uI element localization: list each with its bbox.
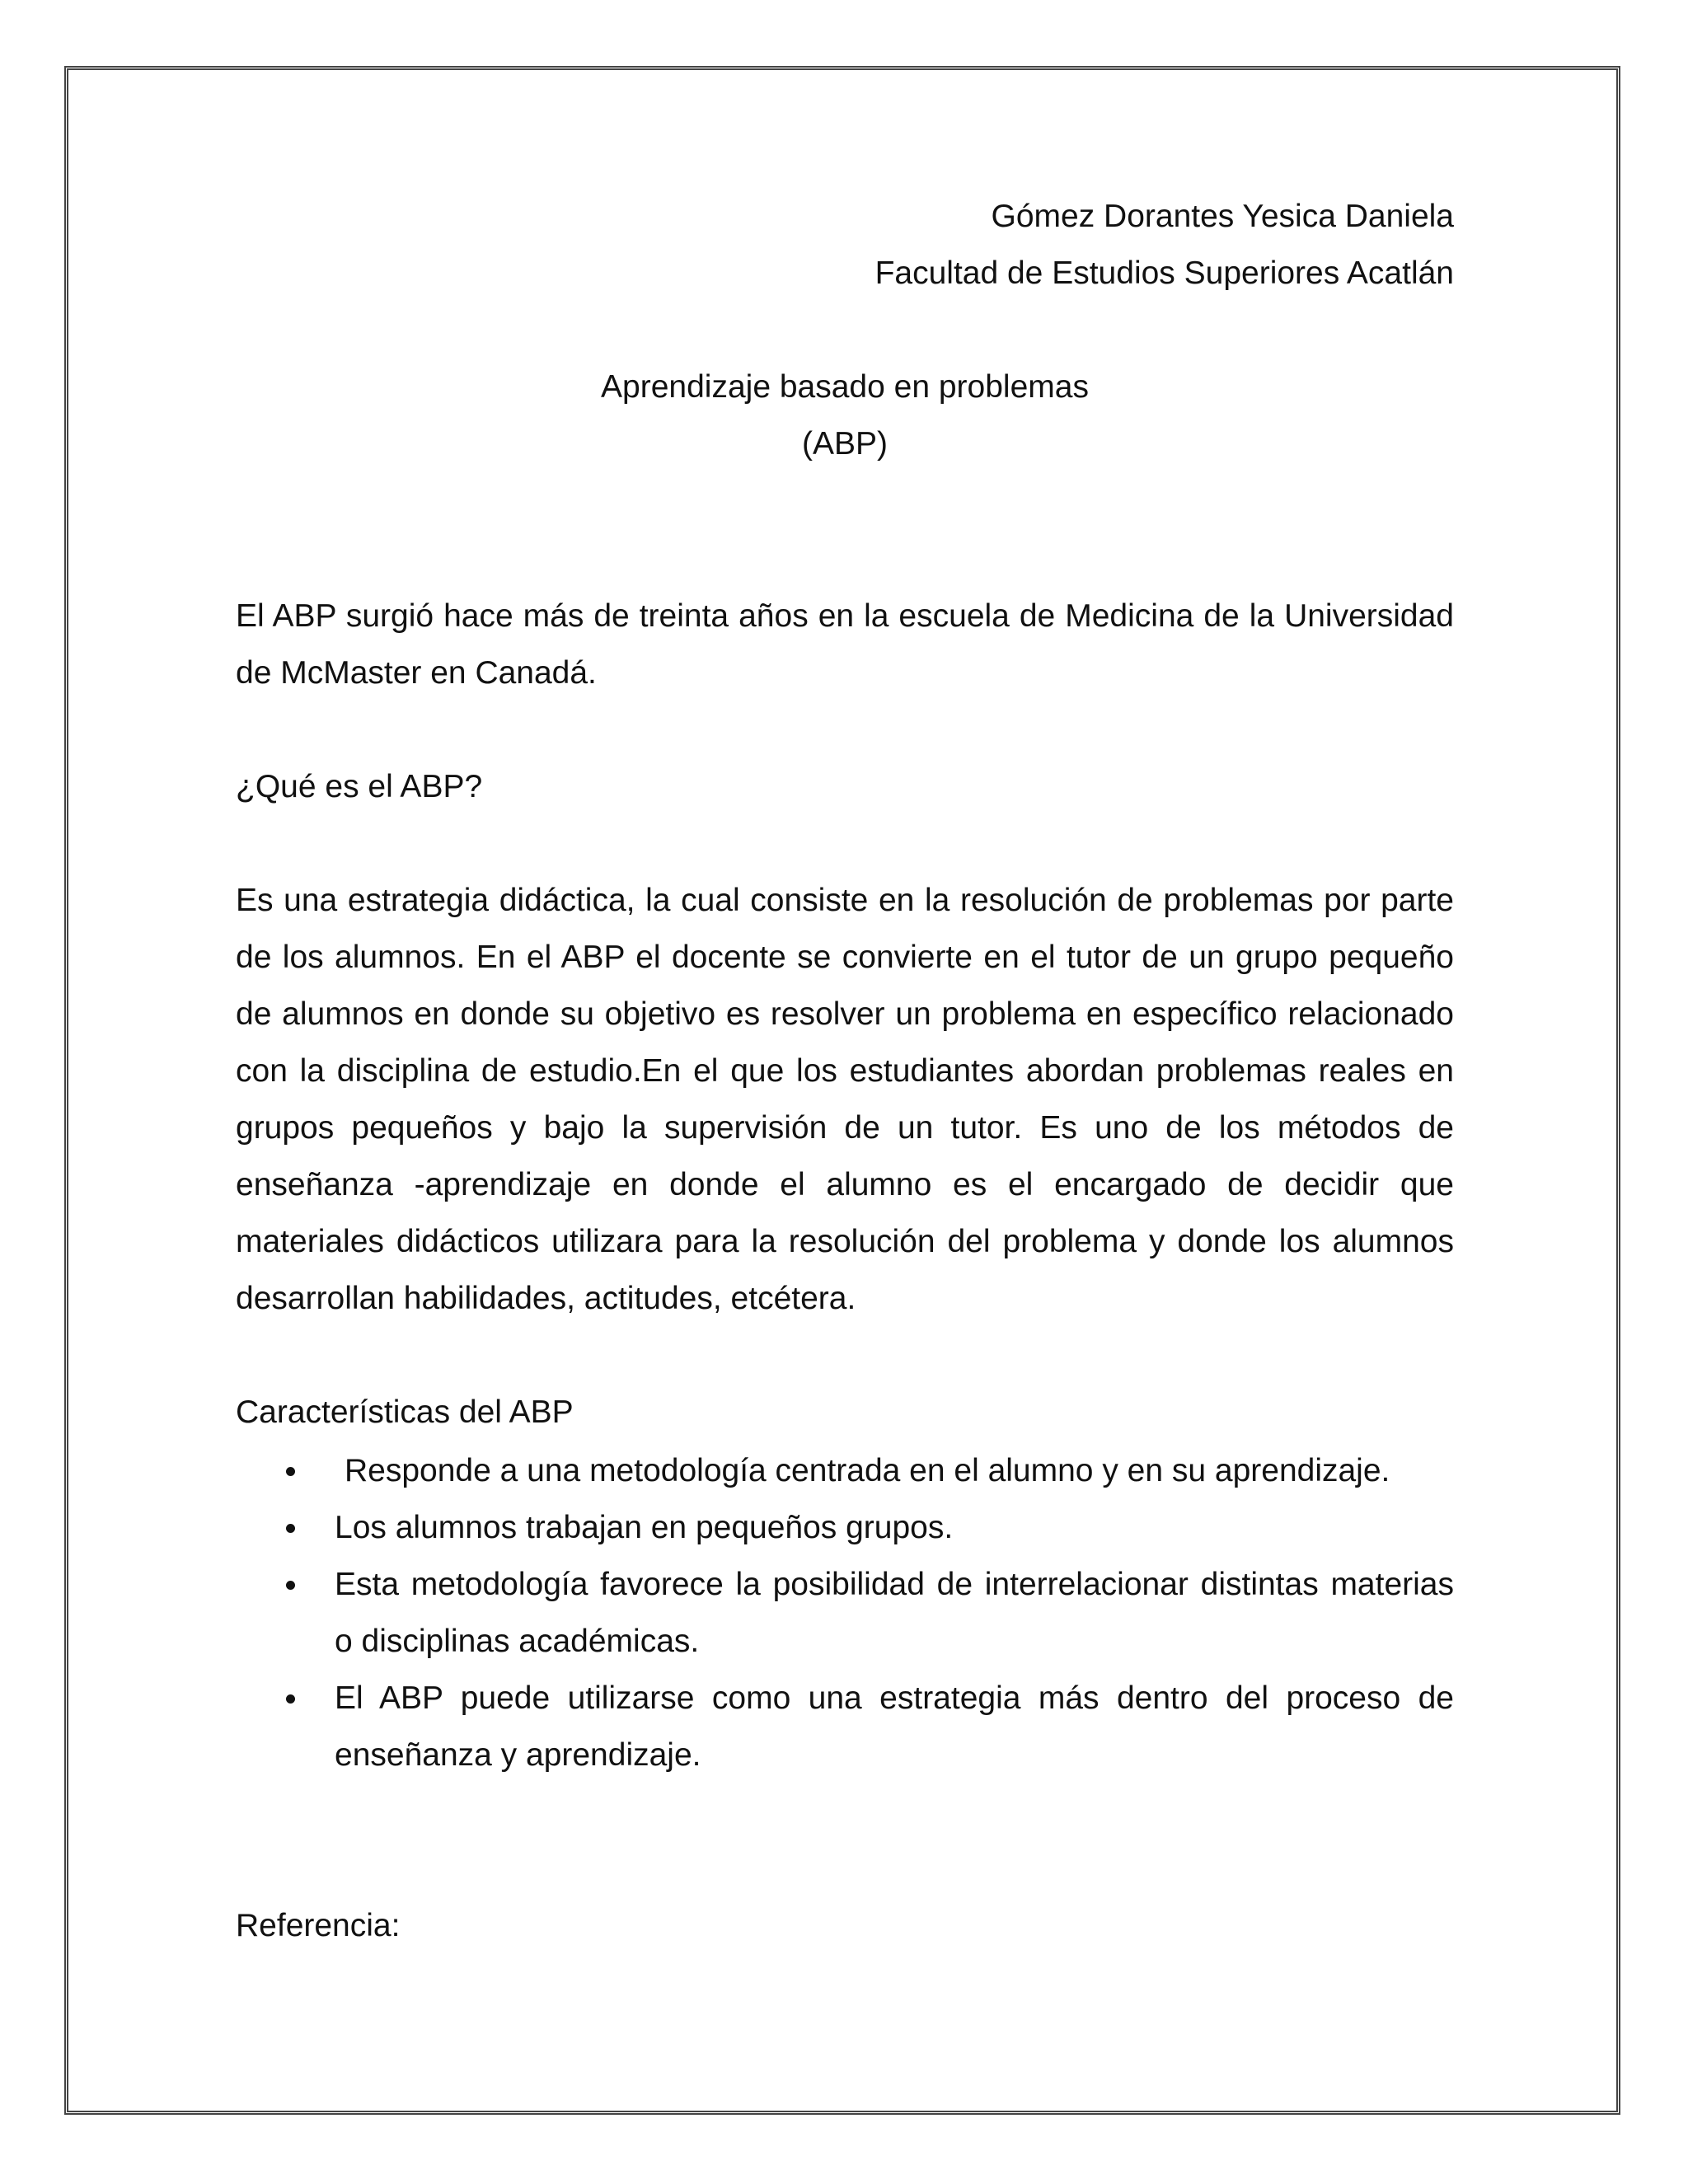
document-title: Aprendizaje basado en problemas bbox=[601, 369, 1089, 405]
reference-heading: Referencia: bbox=[236, 1908, 401, 1943]
bullet-icon bbox=[286, 1524, 295, 1533]
spacer bbox=[236, 1327, 1454, 1384]
spacer bbox=[236, 815, 1454, 872]
list-item-text: El ABP puede utilizarse como una estrategia más dentro del proceso de enseñanza y aprendizaje. bbox=[335, 1680, 1454, 1773]
question-heading: ¿Qué es el ABP? bbox=[236, 769, 483, 804]
spacer bbox=[236, 1783, 1454, 1897]
institution-name: Facultad de Estudios Superiores Acatlán bbox=[874, 255, 1454, 291]
spacer bbox=[236, 701, 1454, 758]
list-item-text: Responde a una metodología centrada en el alumno y en su aprendizaje. bbox=[345, 1453, 1390, 1488]
bullet-icon bbox=[286, 1694, 295, 1704]
list-item bbox=[236, 1442, 1454, 1499]
list-item-text: Los alumnos trabajan en pequeños grupos. bbox=[335, 1510, 954, 1545]
list-item-text: Esta metodología favorece la posibilidad de interrelacionar distintas materias o disciplinas académicas. bbox=[335, 1567, 1454, 1659]
spacer bbox=[236, 472, 1454, 588]
bullet-icon bbox=[286, 1581, 295, 1590]
intro-paragraph: El ABP surgió hace más de treinta años en la escuela de Medicina de la Universidad de McMaster en Canadá. bbox=[236, 598, 1454, 691]
list-item bbox=[236, 1499, 1454, 1556]
bullet-icon bbox=[286, 1467, 295, 1476]
features-heading: Características del ABP bbox=[236, 1394, 574, 1430]
list-item bbox=[236, 1670, 1454, 1783]
document-body bbox=[236, 188, 1454, 1954]
author-name: Gómez Dorantes Yesica Daniela bbox=[991, 199, 1454, 234]
features-list bbox=[236, 1442, 1454, 1783]
spacer bbox=[236, 302, 1454, 359]
definition-paragraph: Es una estrategia didáctica, la cual consiste en la resolución de problemas por parte de los alumnos. En el ABP el docente se convierte en el tutor de un grupo pequeño de alumnos en donde su objetivo es resolver un problema en específico relacionado con la disciplina de estudio.En el que los estudiantes abordan problemas reales en grupos pequeños y bajo la supervisión de un tutor. Es uno de los métodos de enseñanza -aprendizaje en donde el alumno es el encargado de decidir que materiales didácticos utilizara para la resolución del problema y donde los alumnos desarrollan habilidades, actitudes, etcétera. bbox=[236, 883, 1454, 1316]
list-item bbox=[236, 1556, 1454, 1670]
document-subtitle: (ABP) bbox=[801, 426, 888, 462]
